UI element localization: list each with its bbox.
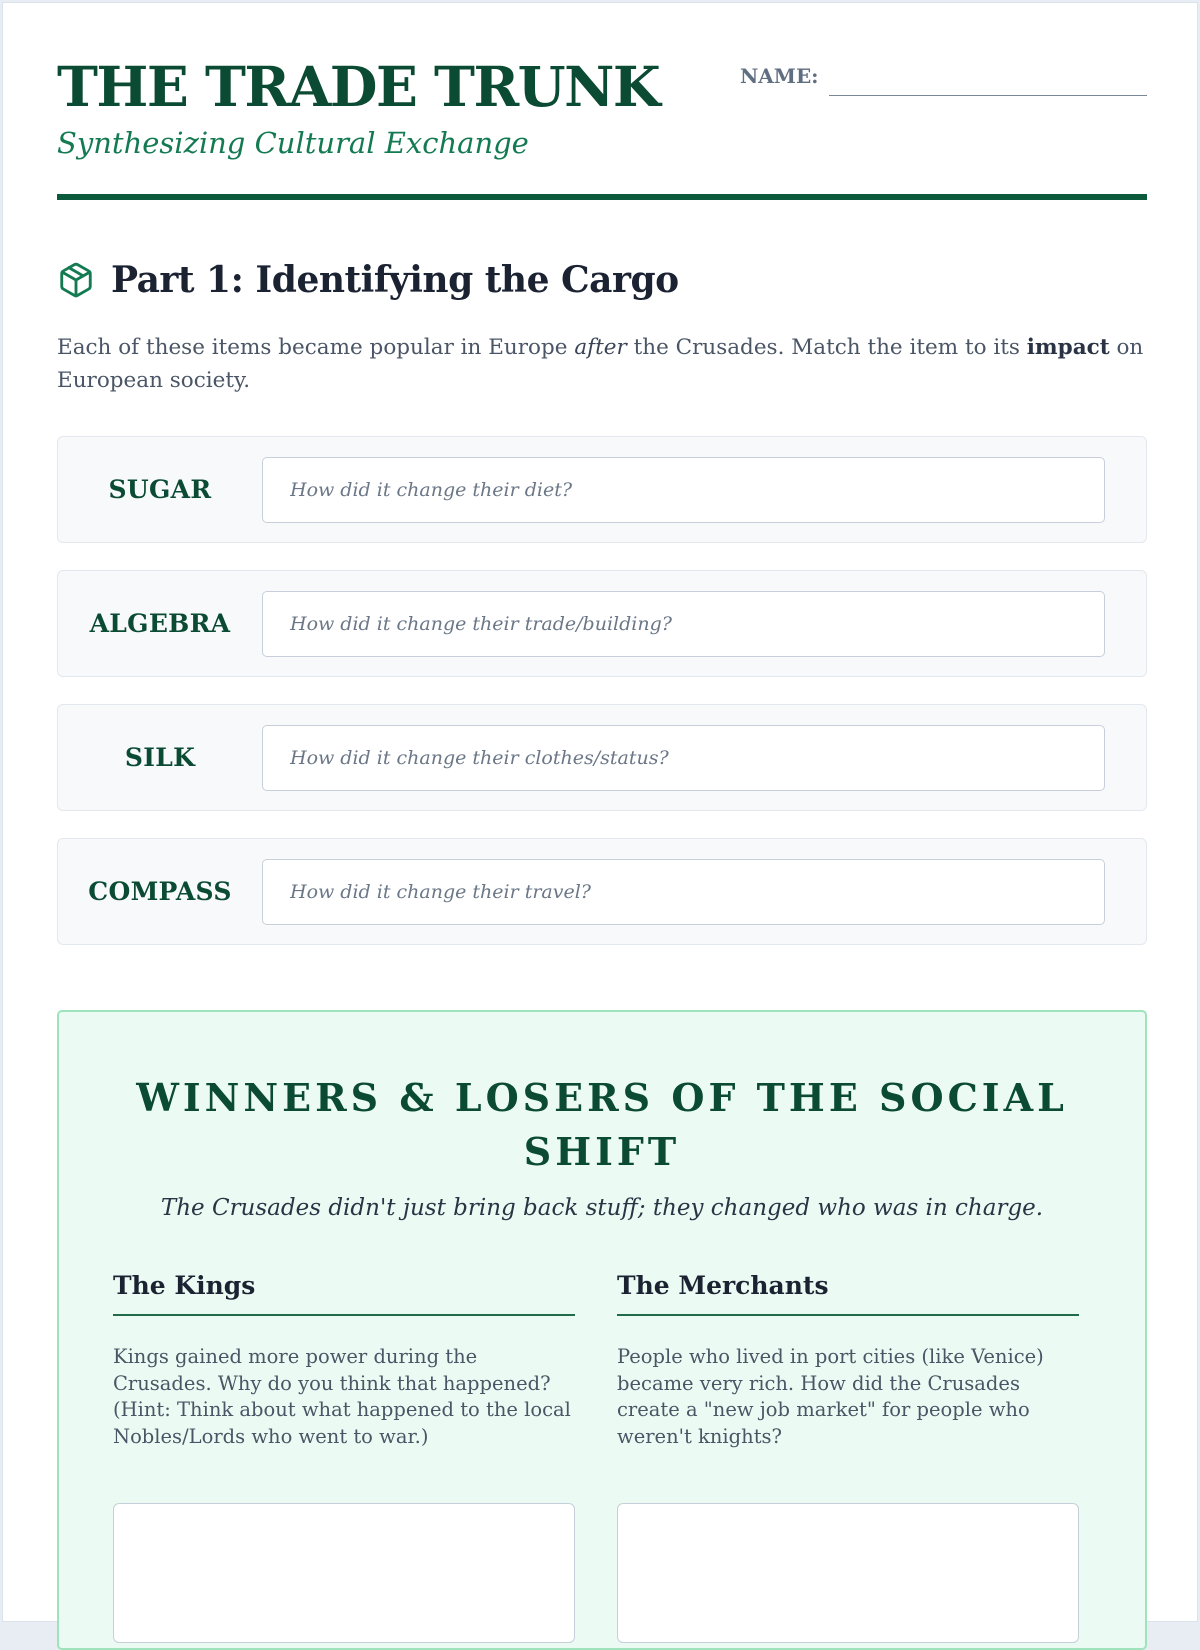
cargo-item-label: SUGAR: [108, 475, 212, 504]
kings-answer-box[interactable]: [113, 1503, 575, 1643]
cargo-row-compass: [57, 838, 1147, 945]
social-shift-tagline: The Crusades didn't just bring back stuff; they changed who was in charge.: [160, 1195, 1044, 1221]
instructions-strong: impact: [1026, 335, 1110, 360]
part1-title: Part 1: Identifying the Cargo: [111, 259, 679, 301]
cargo-row-sugar: [57, 436, 1147, 543]
column-heading: The Merchants: [617, 1271, 1079, 1316]
merchants-answer-box[interactable]: [617, 1503, 1079, 1643]
part1-heading: [57, 259, 679, 301]
cargo-item-label: SILK: [124, 743, 196, 772]
header-divider: [57, 194, 1147, 200]
cargo-row-silk: [57, 704, 1147, 811]
cargo-row-algebra: [57, 570, 1147, 677]
column-heading: The Kings: [113, 1271, 575, 1316]
instructions-text: on European society.: [57, 335, 1144, 393]
column-prompt: People who lived in port cities (like Venice) became very rich. How did the Crusades create a "new job market" for people who weren't knights?: [617, 1345, 1044, 1448]
cargo-item-label: COMPASS: [88, 877, 232, 906]
cargo-item-label: ALGEBRA: [89, 609, 231, 638]
name-field-line[interactable]: [829, 95, 1147, 96]
cargo-answer-input[interactable]: [262, 591, 1105, 657]
kings-column: [113, 1271, 575, 1450]
name-label: NAME:: [740, 64, 819, 88]
box-icon: [57, 261, 95, 299]
worksheet-page: [2, 2, 1198, 1622]
cargo-answer-input[interactable]: [262, 859, 1105, 925]
instructions-text: the Crusades. Match the item to its: [626, 335, 1027, 360]
cargo-answer-input[interactable]: [262, 725, 1105, 791]
part1-instructions: [57, 331, 1151, 397]
column-prompt: Kings gained more power during the Crusades. Why do you think that happened? (Hint: Think about what happened to the local Nobles/Lords who went to war.): [113, 1345, 571, 1448]
worksheet-subtitle: Synthesizing Cultural Exchange: [57, 126, 529, 160]
instructions-emphasis: after: [574, 335, 627, 360]
cargo-answer-input[interactable]: [262, 457, 1105, 523]
worksheet-title: THE TRADE TRUNK: [57, 54, 660, 119]
social-shift-title: WINNERS & LOSERS OF THE SOCIAL SHIFT: [136, 1075, 1068, 1174]
merchants-column: [617, 1271, 1079, 1450]
instructions-text: Each of these items became popular in Europe: [57, 335, 575, 360]
